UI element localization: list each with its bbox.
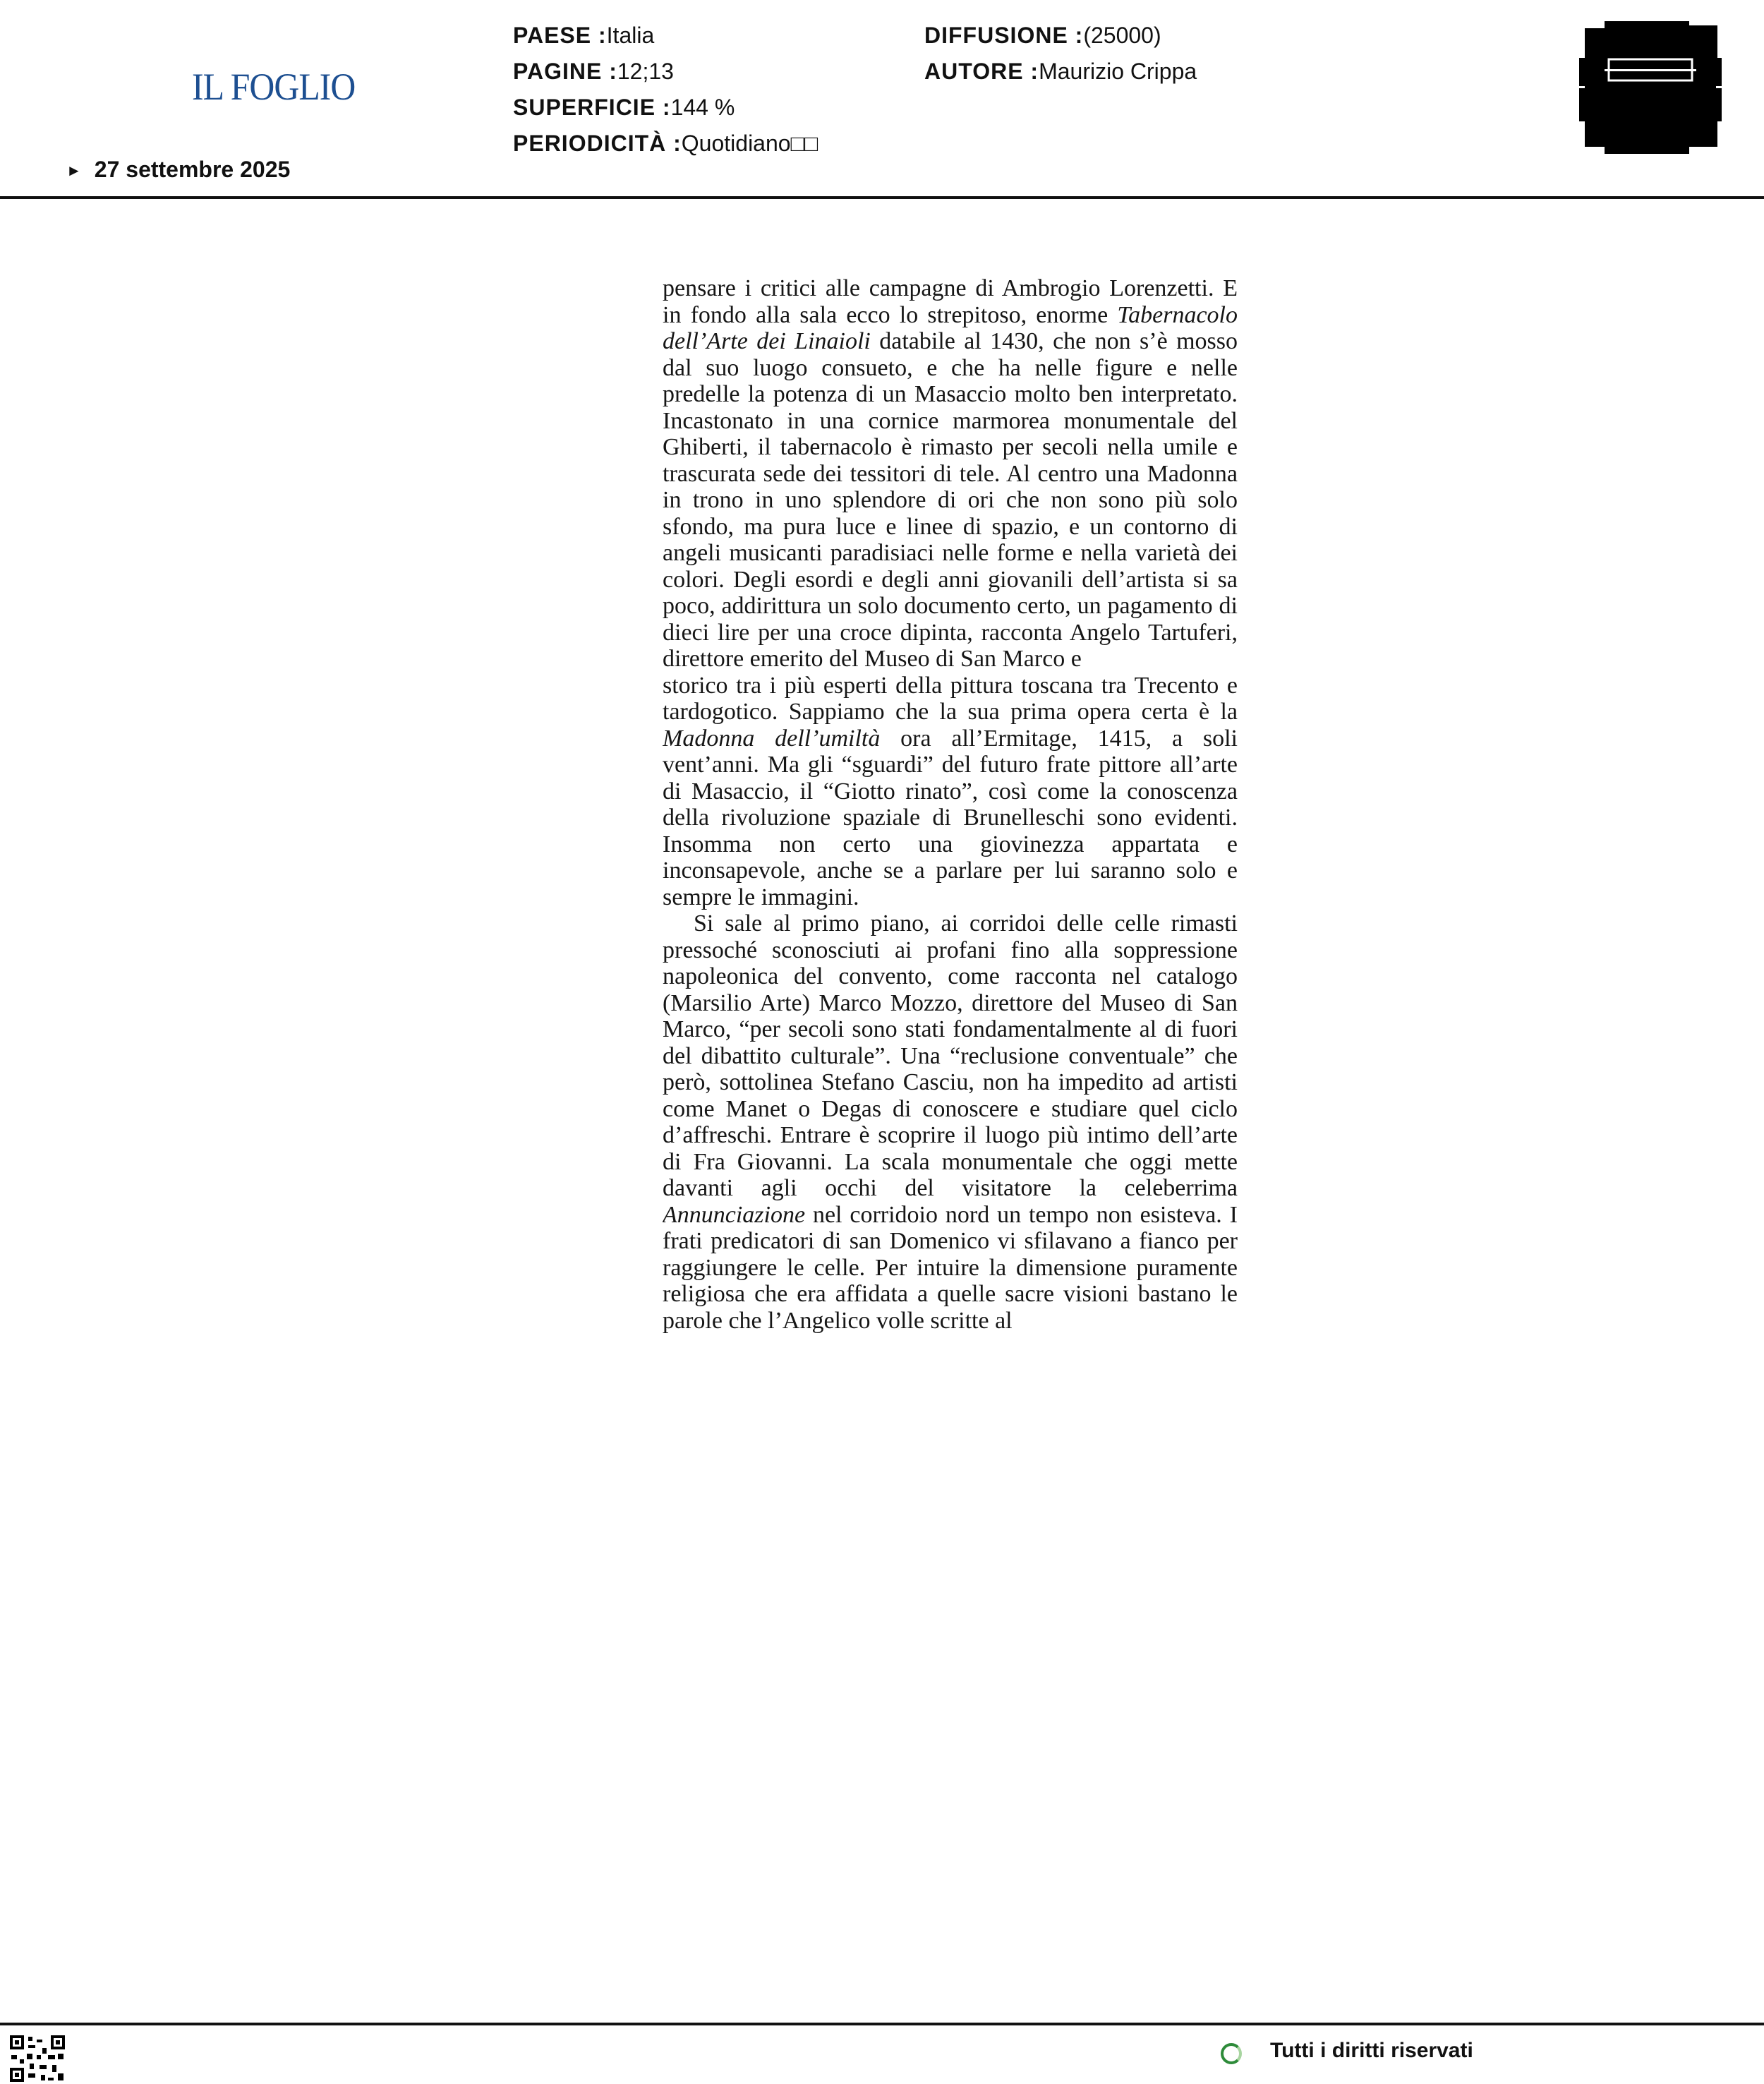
meta-value: 12;13 [617,59,674,84]
header-divider [0,196,1764,199]
article-paragraph [663,910,1238,1334]
meta-value: Italia [606,23,655,48]
meta-value: (25000) [1083,23,1161,48]
meta-periodicity [513,126,818,162]
article-text: Si sale al primo piano, ai corridoi delle celle rimasti pressoché sconosciuti ai profani fino alla soppressione napoleonica del convento, come racconta nel catalogo (Marsilio Arte) Marco Mozzo, direttore del Museo di San Marco, “per secoli sono stati fondamentalmente al di fuori del dibattito culturale”. Una “reclusione conventuale” che però, sottolinea Stefano Casciu, non ha impedito ad artisti come Manet o Degas di conoscere e studiare quel ciclo d’affreschi. Entrare è scoprire il luogo più intimo dell’arte di Fra Giovanni. La scala monumentale che oggi mette davanti agli occhi del visitatore la celeberrima [663,910,1238,1201]
meta-pages [513,54,818,90]
meta-surface [513,90,818,126]
artwork-title: Annunciazione [663,1201,806,1228]
rights-text: Tutti i diritti riservati [1270,2039,1473,2062]
article-body [663,275,1238,1588]
meta-key: DIFFUSIONE : [924,23,1084,48]
article-text: nel corridoio nord un tempo non esisteva. I frati predicatori di san Domenico vi sfilavano a fianco per raggiungere le celle. Per intuire la dimensione puramente religiosa che era affidata a quelle sacre visioni bastano le parole che l’Angelico volle scritte al [663,1201,1238,1334]
meta-key: PAGINE : [513,59,617,84]
clipping-header [0,0,1764,199]
meta-key: PAESE : [513,23,607,48]
date-text: 27 settembre 2025 [94,157,291,182]
meta-value: Quotidiano□□ [681,131,818,156]
artwork-title: Tabernacolo dell’Arte dei Linaioli [663,301,1238,354]
meta-country [513,18,818,54]
meta-key: PERIODICITÀ : [513,131,682,156]
meta-value: 144 % [670,95,735,120]
redacted-stamp-icon [1576,16,1724,158]
meta-key: AUTORE : [924,59,1039,84]
article-text: storico tra i più esperti della pittura toscana tra Trecento e tardogotico. Sappiamo che la sua prima opera certa è la [663,672,1238,725]
meta-right [924,18,1197,90]
meta-key: SUPERFICIE : [513,95,671,120]
meta-circulation [924,18,1197,54]
footer-divider [0,2023,1764,2025]
triangle-right-icon: ► [66,162,82,179]
publication-logo: IL FOGLIO [192,66,356,108]
artwork-title: Madonna dell’umiltà [663,725,881,752]
copyright-circle-icon [1221,2043,1242,2064]
article-text: pensare i critici alle campagne di Ambrogio Lorenzetti. E in fondo alla sala ecco lo strepitoso, enorme [663,275,1238,328]
meta-author [924,54,1197,90]
publication-date [66,157,290,183]
meta-left [513,18,818,162]
article-text: databile al 1430, che non s’è mosso dal suo luogo consueto, e che ha nelle figure e nelle predelle la potenza di un Masaccio molto ben interpretato. Incastonato in una cornice marmorea monumentale del Ghiberti, il tabernacolo è rimasto per secoli nella umile e trascurata sede dei tessitori di tele. Al centro una Madonna in trono in uno splendore di ori che non sono più solo sfondo, ma pura luce e linee di spazio, e un contorno di angeli musicanti paradisiaci nelle forme e nella varietà dei colori. Degli esordi e degli anni giovanili dell’artista si sa poco, addirittura un solo documento certo, un pagamento di dieci lire per una croce dipinta, racconta Angelo Tartuferi, direttore emerito del Museo di San Marco e [663,328,1238,672]
article-text-continued [663,673,1238,911]
footer-rights [1221,2039,1473,2063]
meta-value: Maurizio Crippa [1039,59,1197,84]
article-paragraph [663,275,1238,910]
article-text: ora all’Ermitage, 1415, a soli vent’anni. Ma gli “sguardi” del futuro frate pittore all’arte di Masaccio, il “Giotto rinato”, così come la conoscenza della rivoluzione spaziale di Brunelleschi sono evidenti. Insomma non certo una giovinezza appartata e inconsapevole, anche se a parlare per lui saranno solo e sempre le immagini. [663,725,1238,910]
qr-code-icon [8,2034,66,2083]
